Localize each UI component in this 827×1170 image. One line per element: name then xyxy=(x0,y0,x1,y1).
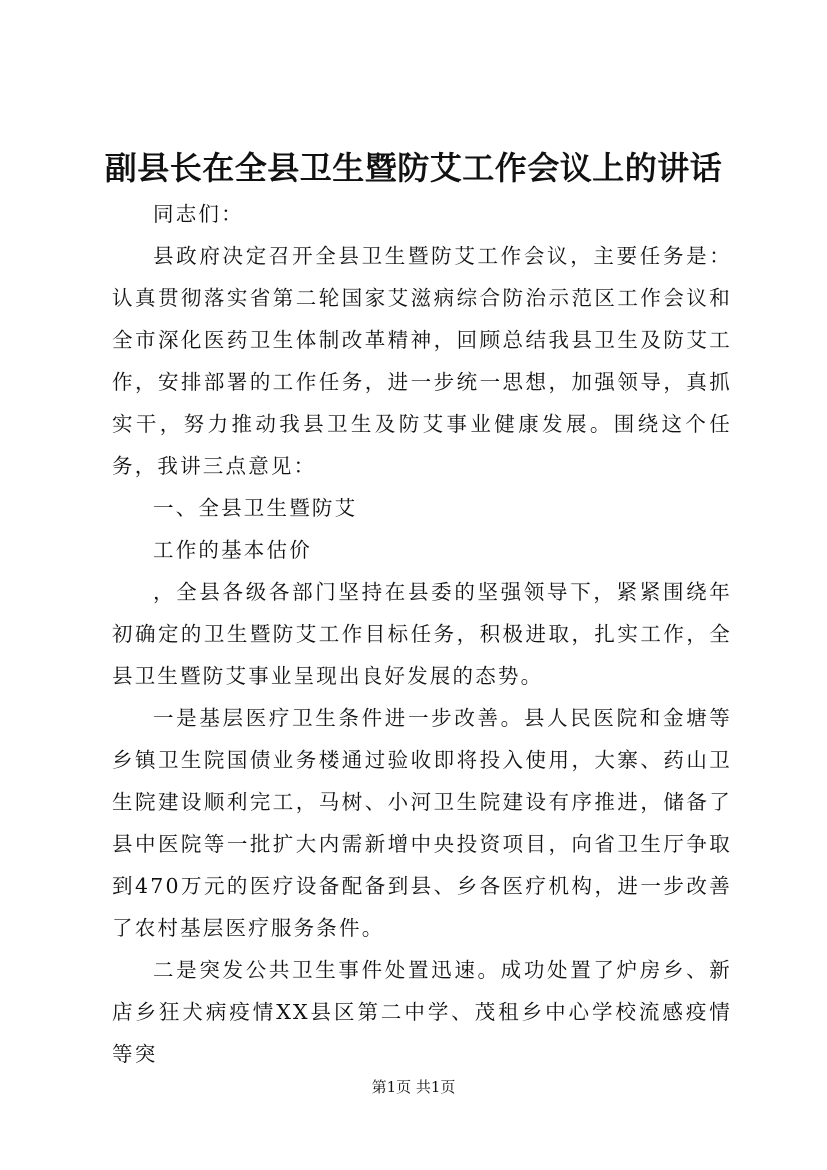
document-title: 副县长在全县卫生暨防艾工作会议上的讲话 xyxy=(104,149,723,187)
paragraph-overview: ，全县各级各部门坚持在县委的坚强领导下，紧紧围绕年初确定的卫生暨防艾工作目标任务，积极进取，扎实工作，全县卫生暨防艾事业呈现出良好发展的态势。 xyxy=(112,580,732,688)
paragraph-point-two: 二是突发公共卫生事件处置迅速。成功处置了炉房乡、新店乡狂犬病疫情XX县区第二中学、茂租乡中心学校流感疫情等突 xyxy=(112,958,732,1066)
paragraph-point-one: 一是基层医疗卫生条件进一步改善。县人民医院和金塘等乡镇卫生院国债业务楼通过验收即将投入使用，大寨、药山卫生院建设顺利完工，马树、小河卫生院建设有序推进，储备了县中医院等一批扩大内需新增中央投资项目，向省卫生厅争取到470万元的医疗设备配备到县、乡各医疗机构，进一步改善了农村基层医疗服务条件。 xyxy=(112,706,732,940)
document-body xyxy=(112,193,732,1075)
section-subheading: 工作的基本估价 xyxy=(153,538,312,562)
salutation: 同志们： xyxy=(153,202,244,226)
paragraph-intro: 县政府决定召开全县卫生暨防艾工作会议，主要任务是：认真贯彻落实省第二轮国家艾滋病综合防治示范区工作会议和全市深化医药卫生体制改革精神，回顾总结我县卫生及防艾工作，安排部署的工作任务，进一步统一思想，加强领导，真抓实干，努力推动我县卫生及防艾事业健康发展。围绕这个任务，我讲三点意见： xyxy=(112,244,732,478)
section-heading: 一、全县卫生暨防艾 xyxy=(153,496,358,520)
page-footer: 第1页 共1页 xyxy=(371,1078,456,1096)
